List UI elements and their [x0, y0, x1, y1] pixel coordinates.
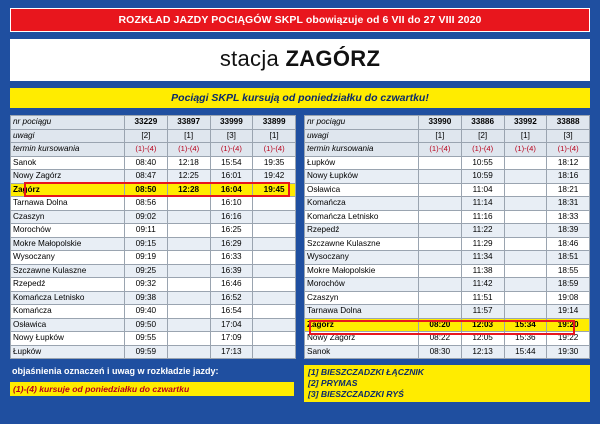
- station-name: Komańcza: [11, 305, 125, 319]
- time-cell: 09:32: [125, 278, 168, 292]
- time-cell: 16:10: [210, 197, 253, 211]
- validity-explanation: (1)-(4) kursuje od poniedziałku do czwartku: [10, 382, 294, 396]
- time-cell: 18:16: [547, 170, 590, 184]
- station-name: Szczawne Kulaszne: [305, 237, 419, 251]
- table-row-highlighted: [305, 318, 590, 332]
- time-cell: 12:25: [167, 170, 210, 184]
- time-cell: [504, 197, 547, 211]
- time-cell: [253, 210, 296, 224]
- station-name: Łupków: [11, 345, 125, 359]
- table-row: [11, 318, 296, 332]
- remark-cell: [2]: [125, 129, 168, 143]
- station-name: Łupków: [305, 156, 419, 170]
- train-number-cell: 33899: [253, 116, 296, 130]
- time-cell: [419, 210, 462, 224]
- time-cell: [167, 210, 210, 224]
- time-cell: 19:42: [253, 170, 296, 184]
- time-cell: [504, 278, 547, 292]
- time-cell: [504, 237, 547, 251]
- time-cell: 12:03: [461, 318, 504, 332]
- departures-table-left: [10, 115, 296, 359]
- station-name: Komańcza: [305, 197, 419, 211]
- time-cell: 18:51: [547, 251, 590, 265]
- table-row: [11, 278, 296, 292]
- time-cell: [419, 224, 462, 238]
- train-number-cell: 33229: [125, 116, 168, 130]
- table-row-remarks: [305, 129, 590, 143]
- time-cell: 19:45: [253, 183, 296, 197]
- table-row: [305, 251, 590, 265]
- time-cell: [504, 170, 547, 184]
- time-cell: 15:44: [504, 345, 547, 359]
- station-name: Wysoczany: [11, 251, 125, 265]
- station-name: Osławica: [11, 318, 125, 332]
- row-label-train-no: nr pociągu: [305, 116, 419, 130]
- train-number-cell: 33992: [504, 116, 547, 130]
- time-cell: 12:13: [461, 345, 504, 359]
- time-cell: [504, 305, 547, 319]
- time-cell: 19:20: [547, 318, 590, 332]
- arrivals-table-right-wrap: [304, 115, 590, 359]
- time-cell: 16:46: [210, 278, 253, 292]
- legend-item: [1] BIESZCZADZKI ŁĄCZNIK: [308, 367, 425, 377]
- time-cell: [419, 170, 462, 184]
- time-cell: 16:01: [210, 170, 253, 184]
- time-cell: [419, 278, 462, 292]
- train-number-cell: 33888: [547, 116, 590, 130]
- time-cell: [253, 197, 296, 211]
- time-cell: [253, 224, 296, 238]
- time-cell: [167, 197, 210, 211]
- station-name: Zagórz: [11, 183, 125, 197]
- time-cell: [167, 332, 210, 346]
- time-cell: 09:50: [125, 318, 168, 332]
- time-cell: 19:22: [547, 332, 590, 346]
- time-cell: [167, 305, 210, 319]
- station-name: Zagórz: [305, 318, 419, 332]
- time-cell: [504, 210, 547, 224]
- table-row: [305, 332, 590, 346]
- time-cell: [419, 291, 462, 305]
- station-name: Komańcza Letnisko: [305, 210, 419, 224]
- remark-cell: [1]: [504, 129, 547, 143]
- time-cell: [167, 251, 210, 265]
- table-row-validity: [11, 143, 296, 157]
- time-cell: 19:30: [547, 345, 590, 359]
- time-cell: 16:25: [210, 224, 253, 238]
- time-cell: 11:16: [461, 210, 504, 224]
- time-cell: [253, 264, 296, 278]
- time-cell: 18:31: [547, 197, 590, 211]
- station-name: Tarnawa Dolna: [11, 197, 125, 211]
- table-row: [11, 305, 296, 319]
- time-cell: [419, 251, 462, 265]
- time-cell: [253, 305, 296, 319]
- station-name: Komańcza Letnisko: [11, 291, 125, 305]
- time-cell: 15:36: [504, 332, 547, 346]
- table-row: [305, 278, 590, 292]
- time-cell: [253, 278, 296, 292]
- station-title-name: ZAGÓRZ: [285, 46, 381, 71]
- row-label-validity: termin kursowania: [11, 143, 125, 157]
- table-row-highlighted: [11, 183, 296, 197]
- time-cell: 10:55: [461, 156, 504, 170]
- time-cell: [419, 264, 462, 278]
- time-cell: 18:46: [547, 237, 590, 251]
- legend-item: [2] PRYMAS: [308, 378, 358, 388]
- row-label-train-no: nr pociągu: [11, 116, 125, 130]
- time-cell: 16:52: [210, 291, 253, 305]
- time-cell: 16:39: [210, 264, 253, 278]
- footer-right: [304, 365, 590, 402]
- table-row: [305, 305, 590, 319]
- table-row: [11, 224, 296, 238]
- footer: [10, 365, 590, 402]
- table-row: [11, 170, 296, 184]
- time-cell: [253, 251, 296, 265]
- table-row: [305, 156, 590, 170]
- time-cell: [419, 237, 462, 251]
- time-cell: 16:54: [210, 305, 253, 319]
- time-cell: 17:13: [210, 345, 253, 359]
- time-cell: 09:40: [125, 305, 168, 319]
- table-row: [11, 156, 296, 170]
- time-cell: 09:25: [125, 264, 168, 278]
- time-cell: [419, 305, 462, 319]
- explanations-title: objaśnienia oznaczeń i uwag w rozkładzie jazdy:: [12, 366, 219, 376]
- row-label-remarks: uwagi: [305, 129, 419, 143]
- table-row: [305, 264, 590, 278]
- table-row: [305, 183, 590, 197]
- time-cell: [167, 237, 210, 251]
- table-row: [305, 237, 590, 251]
- time-cell: [419, 183, 462, 197]
- station-title-prefix: stacja: [219, 46, 286, 71]
- time-cell: 18:12: [547, 156, 590, 170]
- legend-list: [304, 365, 590, 402]
- table-row: [305, 224, 590, 238]
- validity-cell: (1)-(4): [125, 143, 168, 157]
- table-row: [11, 237, 296, 251]
- table-row: [11, 251, 296, 265]
- time-cell: 19:35: [253, 156, 296, 170]
- station-name: Mokre Małopolskie: [11, 237, 125, 251]
- time-cell: 18:39: [547, 224, 590, 238]
- time-cell: 09:19: [125, 251, 168, 265]
- table-row-train-numbers: [11, 116, 296, 130]
- time-cell: [419, 156, 462, 170]
- time-cell: 16:04: [210, 183, 253, 197]
- table-row: [11, 210, 296, 224]
- poster-header: ROZKŁAD JAZDY POCIĄGÓW SKPL obowiązuje od 6 VII do 27 VIII 2020: [10, 8, 590, 32]
- time-cell: [167, 278, 210, 292]
- time-cell: 11:22: [461, 224, 504, 238]
- time-cell: 11:38: [461, 264, 504, 278]
- time-cell: 12:28: [167, 183, 210, 197]
- time-cell: 08:22: [419, 332, 462, 346]
- time-cell: [504, 224, 547, 238]
- time-cell: [504, 264, 547, 278]
- time-cell: 11:34: [461, 251, 504, 265]
- departures-table-right: [304, 115, 590, 359]
- footer-left: [10, 365, 296, 397]
- time-cell: 16:29: [210, 237, 253, 251]
- time-cell: [253, 318, 296, 332]
- table-row: [11, 264, 296, 278]
- table-row: [305, 345, 590, 359]
- station-name: Wysoczany: [305, 251, 419, 265]
- table-row: [305, 210, 590, 224]
- time-cell: [167, 318, 210, 332]
- time-cell: 09:38: [125, 291, 168, 305]
- time-cell: 08:47: [125, 170, 168, 184]
- validity-cell: (1)-(4): [547, 143, 590, 157]
- station-name: Tarnawa Dolna: [305, 305, 419, 319]
- station-name: Osławica: [305, 183, 419, 197]
- station-name: Czaszyn: [305, 291, 419, 305]
- time-cell: [167, 264, 210, 278]
- time-cell: 11:57: [461, 305, 504, 319]
- time-cell: 11:14: [461, 197, 504, 211]
- time-cell: 08:40: [125, 156, 168, 170]
- timetables: [10, 115, 590, 359]
- time-cell: [504, 183, 547, 197]
- table-row-remarks: [11, 129, 296, 143]
- remark-cell: [3]: [210, 129, 253, 143]
- time-cell: [253, 237, 296, 251]
- table-row: [305, 291, 590, 305]
- time-cell: 15:54: [210, 156, 253, 170]
- station-name: Rzepedź: [11, 278, 125, 292]
- station-name: Szczawne Kulaszne: [11, 264, 125, 278]
- station-name: Mokre Małopolskie: [305, 264, 419, 278]
- time-cell: 16:16: [210, 210, 253, 224]
- remark-cell: [2]: [461, 129, 504, 143]
- time-cell: [504, 251, 547, 265]
- time-cell: 08:50: [125, 183, 168, 197]
- time-cell: 18:55: [547, 264, 590, 278]
- time-cell: [253, 332, 296, 346]
- time-cell: 16:33: [210, 251, 253, 265]
- validity-cell: (1)-(4): [419, 143, 462, 157]
- time-cell: 09:15: [125, 237, 168, 251]
- time-cell: [504, 291, 547, 305]
- train-number-cell: 33897: [167, 116, 210, 130]
- time-cell: 11:29: [461, 237, 504, 251]
- time-cell: 11:42: [461, 278, 504, 292]
- table-row: [11, 332, 296, 346]
- remark-cell: [1]: [419, 129, 462, 143]
- train-number-cell: 33990: [419, 116, 462, 130]
- row-label-remarks: uwagi: [11, 129, 125, 143]
- time-cell: 18:59: [547, 278, 590, 292]
- time-cell: 12:05: [461, 332, 504, 346]
- time-cell: 09:59: [125, 345, 168, 359]
- time-cell: [253, 345, 296, 359]
- table-row: [11, 291, 296, 305]
- time-cell: [253, 291, 296, 305]
- time-cell: 11:04: [461, 183, 504, 197]
- remark-cell: [1]: [167, 129, 210, 143]
- station-name: Nowy Zagórz: [305, 332, 419, 346]
- validity-cell: (1)-(4): [461, 143, 504, 157]
- time-cell: 08:30: [419, 345, 462, 359]
- table-row: [305, 170, 590, 184]
- table-row: [11, 197, 296, 211]
- time-cell: 08:20: [419, 318, 462, 332]
- station-name: Czaszyn: [11, 210, 125, 224]
- train-number-cell: 33999: [210, 116, 253, 130]
- validity-cell: (1)-(4): [504, 143, 547, 157]
- time-cell: 09:55: [125, 332, 168, 346]
- remark-cell: [1]: [253, 129, 296, 143]
- service-note: Pociągi SKPL kursują od poniedziałku do czwartku!: [10, 88, 590, 108]
- time-cell: 09:02: [125, 210, 168, 224]
- table-row: [11, 345, 296, 359]
- station-name: Sanok: [11, 156, 125, 170]
- station-name: Sanok: [305, 345, 419, 359]
- time-cell: [419, 197, 462, 211]
- time-cell: [504, 156, 547, 170]
- time-cell: 12:18: [167, 156, 210, 170]
- station-name: Nowy Łupków: [11, 332, 125, 346]
- time-cell: 19:08: [547, 291, 590, 305]
- time-cell: [167, 224, 210, 238]
- time-cell: [167, 345, 210, 359]
- train-number-cell: 33886: [461, 116, 504, 130]
- station-name: Morochów: [11, 224, 125, 238]
- time-cell: 11:51: [461, 291, 504, 305]
- station-name: Nowy Łupków: [305, 170, 419, 184]
- validity-cell: (1)-(4): [253, 143, 296, 157]
- station-name: Morochów: [305, 278, 419, 292]
- time-cell: [167, 291, 210, 305]
- remark-cell: [3]: [547, 129, 590, 143]
- departures-table-left-wrap: [10, 115, 296, 359]
- time-cell: 17:09: [210, 332, 253, 346]
- time-cell: 18:21: [547, 183, 590, 197]
- time-cell: 10:59: [461, 170, 504, 184]
- time-cell: 18:33: [547, 210, 590, 224]
- time-cell: 15:34: [504, 318, 547, 332]
- station-name: Rzepedź: [305, 224, 419, 238]
- validity-cell: (1)-(4): [167, 143, 210, 157]
- legend-item: [3] BIESZCZADZKI RYŚ: [308, 389, 404, 399]
- table-row-train-numbers: [305, 116, 590, 130]
- station-title: [10, 39, 590, 81]
- table-row: [305, 197, 590, 211]
- station-name: Nowy Zagórz: [11, 170, 125, 184]
- time-cell: 09:11: [125, 224, 168, 238]
- time-cell: 17:04: [210, 318, 253, 332]
- validity-cell: (1)-(4): [210, 143, 253, 157]
- time-cell: 19:14: [547, 305, 590, 319]
- table-row-validity: [305, 143, 590, 157]
- time-cell: 08:56: [125, 197, 168, 211]
- row-label-validity: termin kursowania: [305, 143, 419, 157]
